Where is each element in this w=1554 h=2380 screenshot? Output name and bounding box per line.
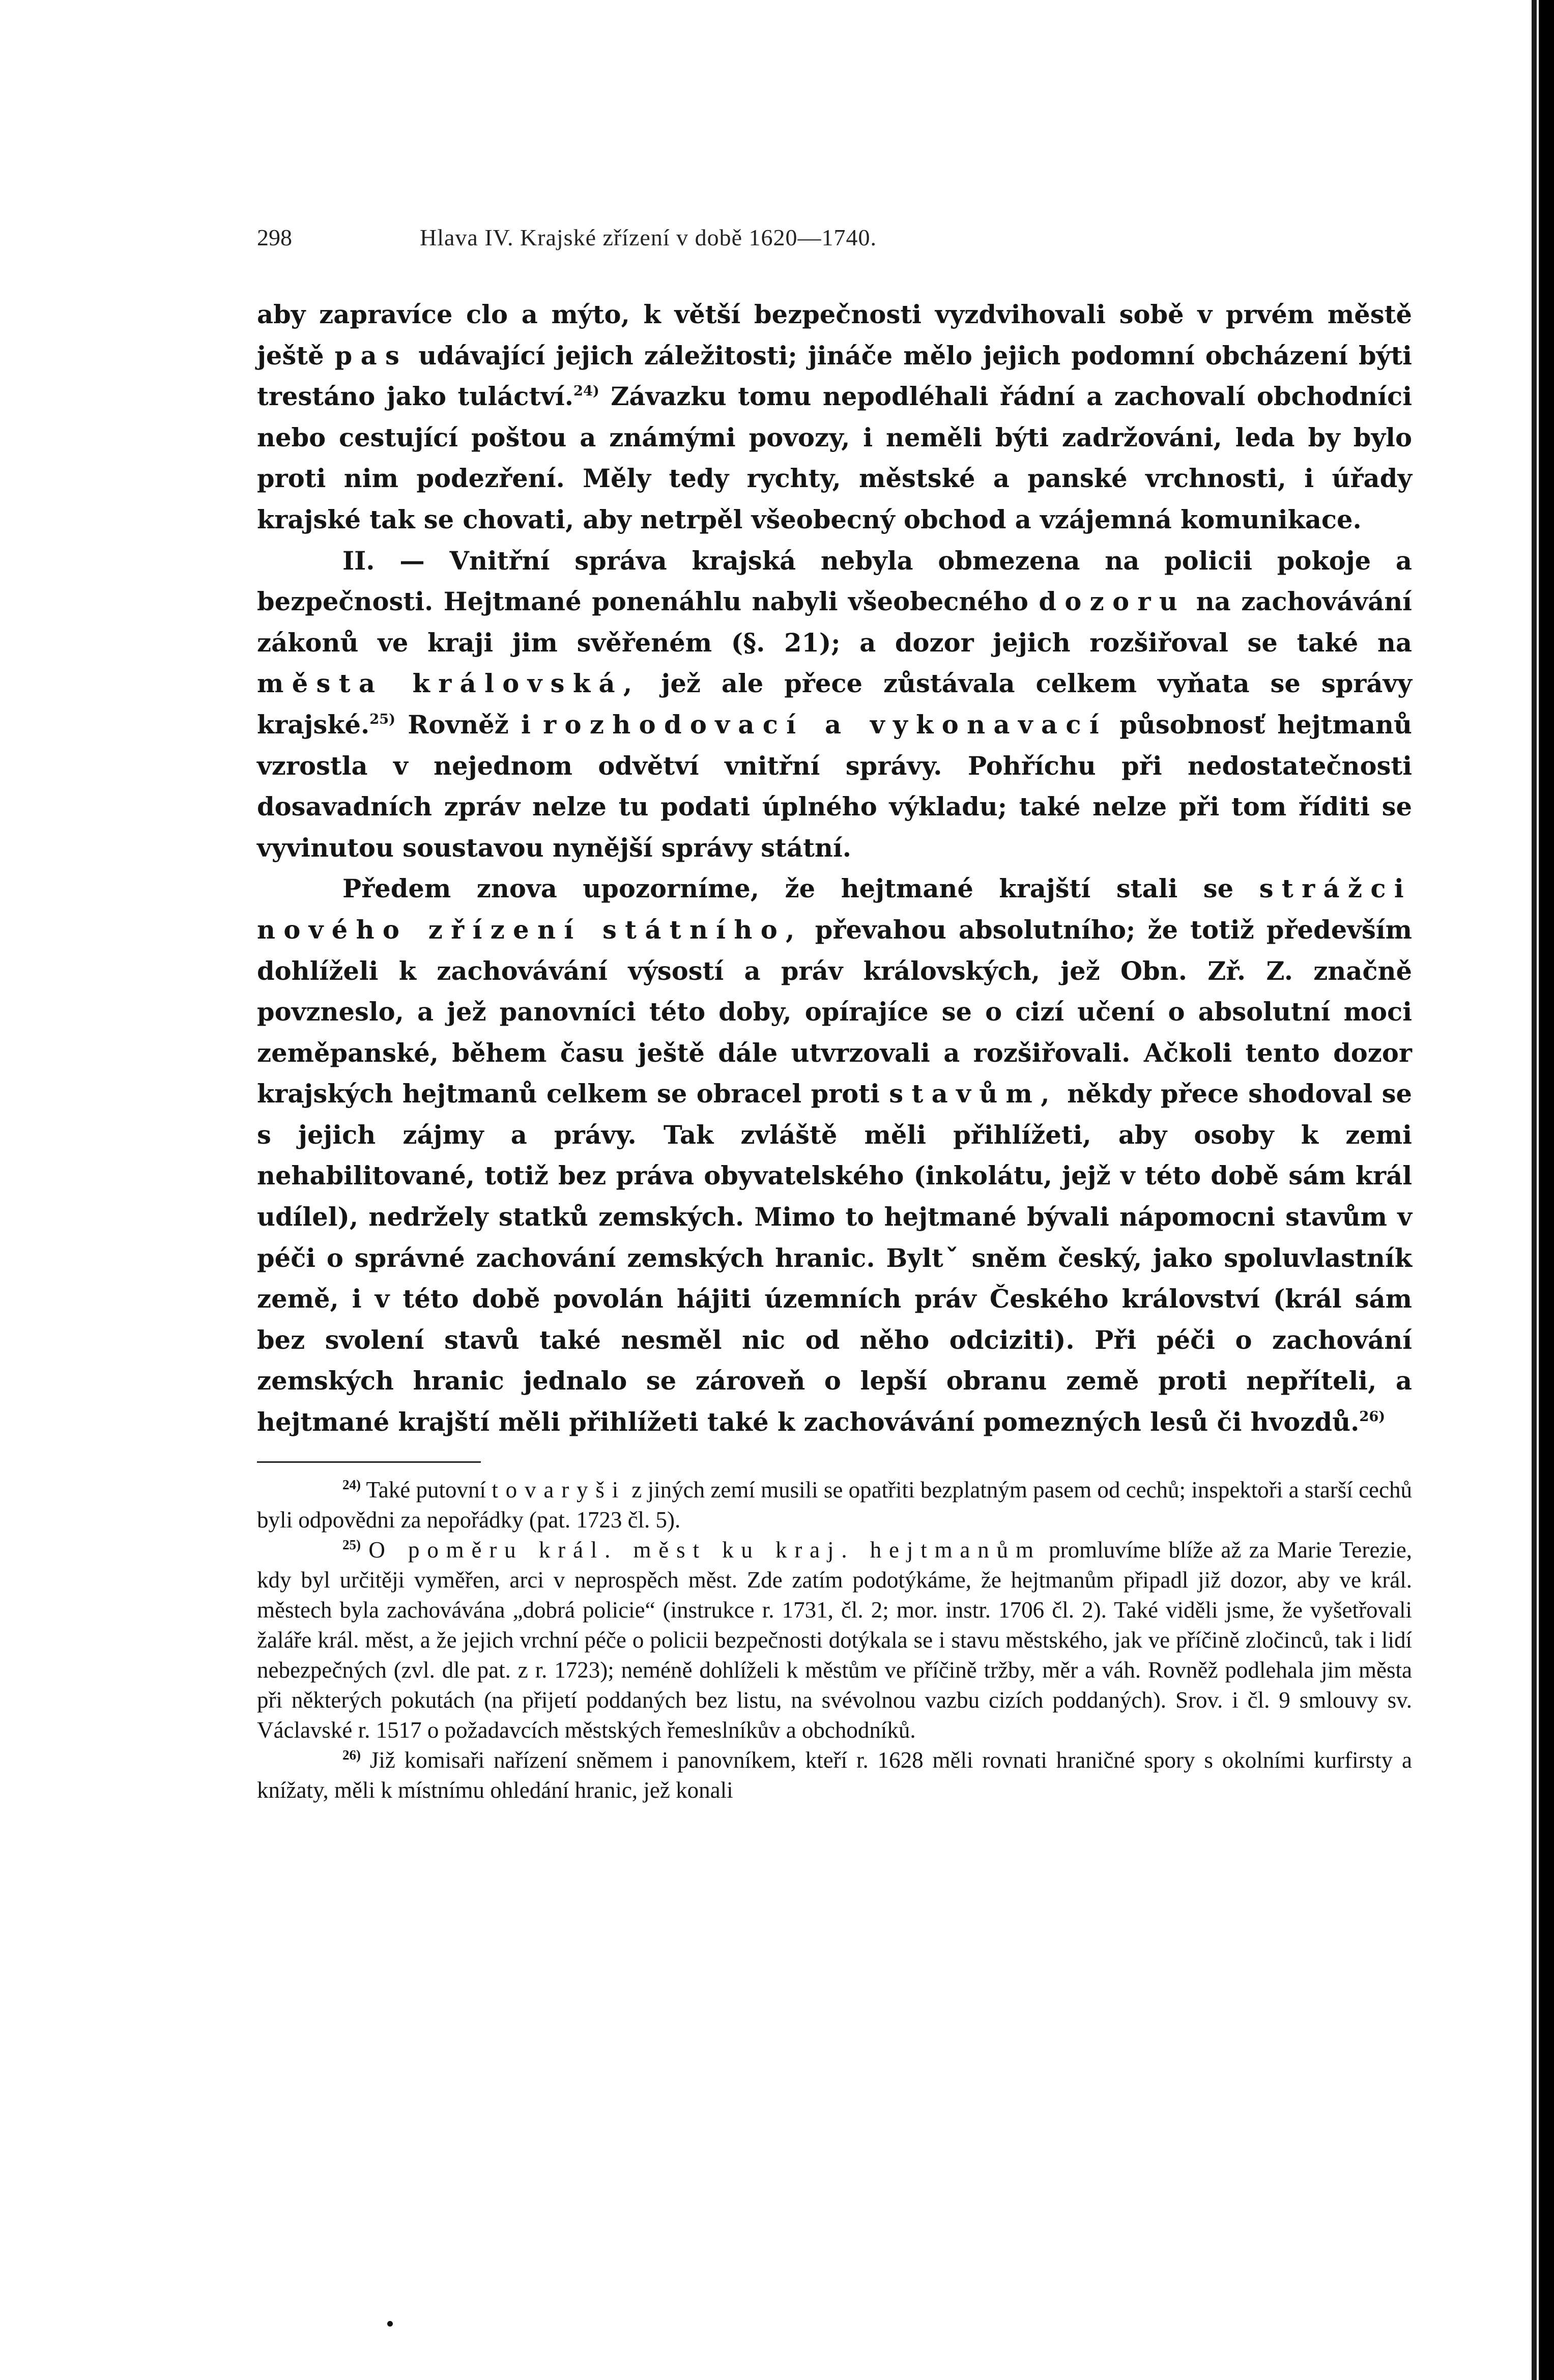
text-span: na zachovávání zákonů ve kraji jim svěřeném (§. 21); a dozor jejich rozšiřoval se také na — [257, 587, 1412, 658]
text-span: Rovněž i — [395, 710, 543, 740]
footnote-25 — [257, 1535, 1412, 1745]
footnotes — [257, 1475, 1412, 1805]
book-page — [257, 224, 1412, 2362]
spaced-term: rozhodovací a vykonavací — [543, 710, 1107, 740]
spaced-term: stavům, — [889, 1079, 1058, 1109]
main-text — [257, 294, 1412, 1443]
text-span: Předem znova upozorníme, že hejtmané krajští stali se — [342, 874, 1259, 904]
page-number: 298 — [257, 224, 292, 250]
footnote-divider — [257, 1461, 481, 1463]
paragraph-3 — [257, 868, 1412, 1442]
text-span: převahou absolutního; že totiž především dohlíželi k zachovávání výsostí a práv královských, jež Obn. Zř. Z. značně povzneslo, a jež panovníci této doby, opírajíce se o cizí učení o absolutní moci zeměpanské, během času ještě dále utvrzovali a rozšiřovali. Ačkoli tento dozor krajských hejtmanů celkem se obracel proti — [257, 915, 1412, 1109]
text-span: aby zapravíce clo a mýto, k větší bezpečnosti vyzdvihovali sobě v prvém městě ještě — [257, 300, 1412, 371]
footnote-ref-24[interactable]: 24) — [573, 383, 599, 400]
paragraph-1 — [257, 294, 1412, 541]
spaced-term: dozoru — [1039, 587, 1186, 617]
spaced-term: strážci nového zřízení státního, — [257, 874, 1412, 945]
spaced-term: města královská, — [257, 669, 641, 699]
text-span: z jiných zemí musili se opatřiti bezplatným pasem od cechů; inspektoři a starší cechů byli odpovědni za nepořádky (pat. 1723 čl. 5). — [257, 1477, 1412, 1533]
text-span: působnosť hejtmanů vzrostla v nejednom odvětví vnitřní správy. Pohříchu při nedostatečnosti dosavadních zpráv nelze tu podati úplného výkladu; také nelze při tom říditi se vyvinutou soustavou nynější správy státní. — [257, 710, 1412, 863]
spaced-term: tovaryši — [492, 1477, 626, 1503]
footnote-ref-25[interactable]: 25) — [369, 711, 396, 727]
scan-edge-inner — [1532, 0, 1537, 2380]
text-span: udávající jejich záležitosti; jináče mělo jejich podomní obcházení býti trestáno jako tuláctví. — [257, 341, 1412, 412]
scan-edge — [1539, 0, 1554, 2380]
text-span: promluvíme blíže až za Marie Terezie, kdy byl určitěji vyměřen, arci v neprospěch měst. Zde zatím podotýkáme, že hejtmanům připadl již dozor, aby ve král. městech byla zachovávána „dobrá policie“ (instrukce r. 1731, čl. 2; mor. instr. 1706 čl. 2). Také viděli jsme, že vyšetřovali žaláře král. měst, a že jejich vrchní péče o policii bezpečnosti dotýkala se i stavu městského, jak ve příčině zločinců, tak i lidí nebezpečných (zvl. dle pat. z r. 1723); neméně dohlíželi k městům ve příčině tržby, měr a váh. Rovněž podlehala jim města při některých pokutách (na přijetí poddaných bez listu, na svévolnou vazbu cizích poddaných). Srov. i čl. 9 smlouvy sv. Václavské r. 1517 o požadavcích městských řemeslníkův a obchodníků. — [257, 1537, 1412, 1743]
text-span: II. — Vnitřní správa krajská nebyla obmezena na policii pokoje a bezpečnosti. Hejtmané ponenáhlu nabyli všeobecného — [257, 546, 1412, 617]
running-title: Hlava IV. Krajské zřízení v době 1620—1740. — [420, 224, 877, 250]
footnote-26 — [257, 1745, 1412, 1805]
text-span: Také putovní — [361, 1477, 492, 1503]
footnote-24 — [257, 1475, 1412, 1535]
paragraph-2 — [257, 541, 1412, 869]
footnote-mark: 25) — [342, 1537, 361, 1552]
text-span: Již komisaři nařízení sněmem i panovníkem, kteří r. 1628 měli rovnati hraničné spory s okolními kurfirsty a knížaty, měli k místnímu ohledání hranic, jež konali — [257, 1747, 1412, 1803]
spaced-term: O poměru král. měst ku kraj. hejtmanům — [368, 1537, 1041, 1563]
spaced-term: pas — [334, 341, 408, 371]
footnote-mark: 26) — [342, 1747, 361, 1763]
text-span: jež ale přece zůstávala celkem vyňata se správy krajské. — [257, 669, 1412, 740]
text-span — [361, 1537, 368, 1563]
page-header — [257, 224, 1412, 265]
footnote-mark: 24) — [342, 1477, 361, 1492]
text-span: někdy přece shodoval se s jejich zájmy a právy. Tak zvláště měli přihlížeti, aby osoby k zemi nehabilitované, totiž bez práva obyvatelského (inkolátu, jejž v této době sám král udílel), nedržely statků zemských. Mimo to hejtmané bývali nápomocni stavům v péči o správné zachování zemských hranic. Byltˇ sněm český, jako spoluvlastník země, i v této době povolán hájiti územních práv Českého království (král sám bez svolení stavů také nesměl nic od něho odciziti). Při péči o zachování zemských hranic jednalo se zároveň o lepší obranu země proti nepříteli, a hejtmané krajští měli přihlížeti také k zachovávání pomezných lesů či hvozdů. — [257, 1079, 1413, 1437]
text-span: Závazku tomu nepodléhali řádní a zachovalí obchodníci nebo cestující poštou a známými povozy, i neměli býti zadržováni, leda by bylo proti nim podezření. Měly tedy rychty, městské a panské vrchnosti, i úřady krajské tak se chovati, aby netrpěl všeobecný obchod a vzájemná komunikace. — [257, 382, 1412, 534]
footnote-ref-26[interactable]: 26) — [1359, 1408, 1386, 1425]
scan-speck — [387, 2321, 393, 2327]
